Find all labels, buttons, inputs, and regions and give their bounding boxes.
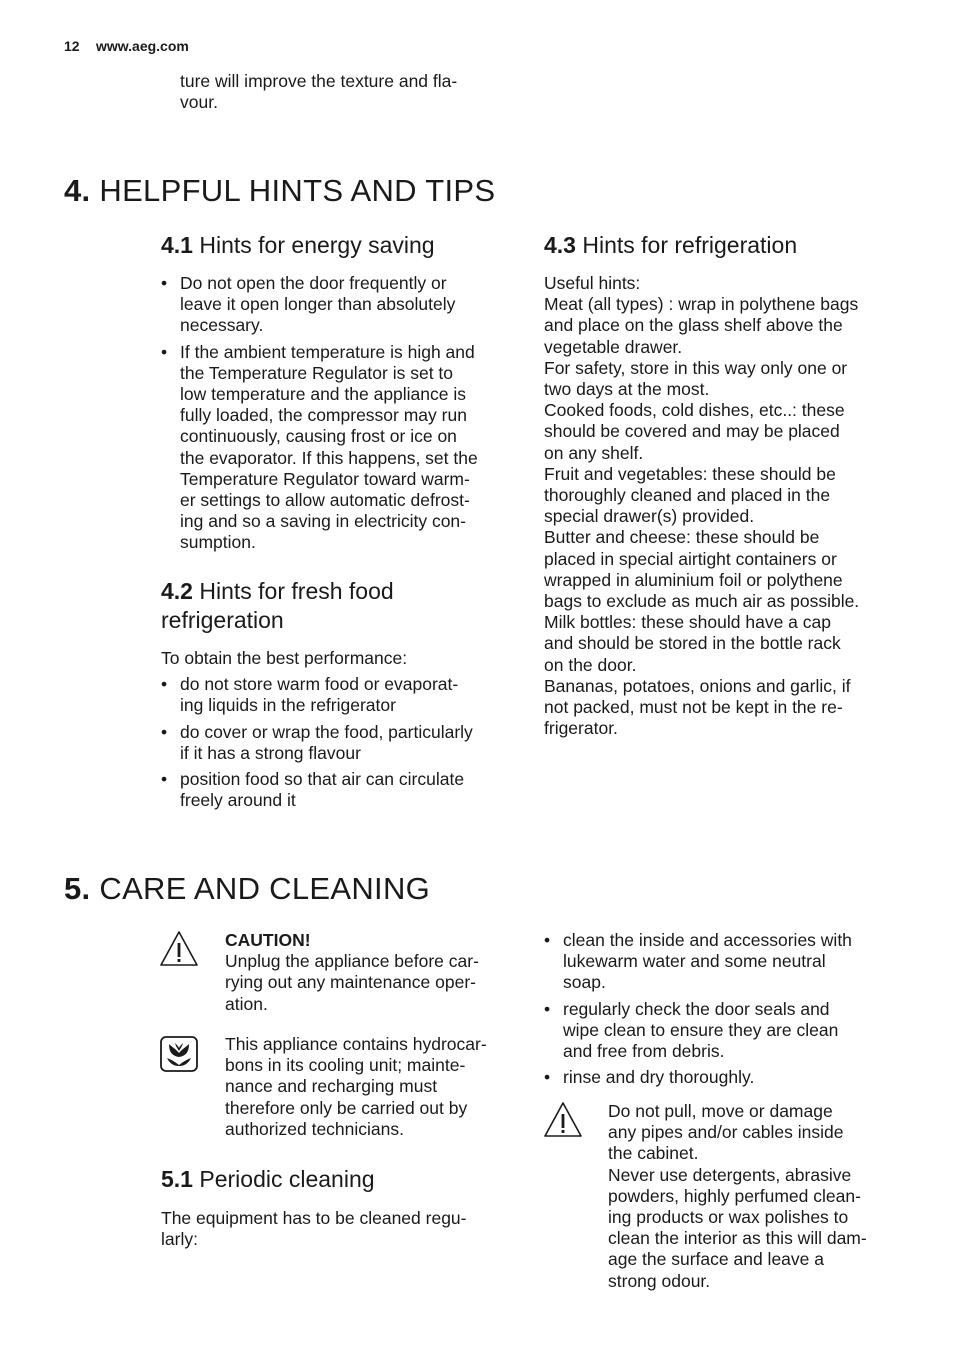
list-item: • rinse and dry thoroughly. xyxy=(544,1067,904,1088)
list-item: • Do not open the door frequently or leave it open longer than absolutely necessary. xyxy=(161,273,521,337)
text-line: Cooked foods, cold dishes, etc..: these xyxy=(544,400,845,421)
cleaning-steps-list xyxy=(544,930,904,1093)
text-line: should be covered and may be placed xyxy=(544,421,840,442)
text-line: special drawer(s) provided. xyxy=(544,506,755,527)
list-item: • do cover or wrap the food, particularly if it has a strong flavour xyxy=(161,722,521,764)
text-line: vegetable drawer. xyxy=(544,336,683,357)
intro-text: To obtain the best performance: xyxy=(161,648,408,668)
website-url: www.aeg.com xyxy=(96,38,189,54)
fresh-food-section xyxy=(161,648,521,816)
text-line: and place on the glass shelf above the xyxy=(544,315,843,336)
subsection-4-2-heading: 4.2 Hints for fresh food refrigeration xyxy=(161,578,394,633)
text-line: bags to exclude as much air as possible. xyxy=(544,591,860,612)
text-line: thoroughly cleaned and placed in the xyxy=(544,485,831,506)
text-line: For safety, store in this way only one or xyxy=(544,357,848,378)
text-line: placed in special airtight containers or xyxy=(544,548,837,569)
subsection-4-3-heading: 4.3 Hints for refrigeration xyxy=(544,232,798,258)
section-title: CARE AND CLEANING xyxy=(99,871,431,906)
warning-note: Do not pull, move or damage any pipes and/or cables inside the cabinet. Never use detergents, abrasive powders, highly perfumed clean- ing products or wax polishes to clean the interior as this will dam- age the surface and leave a strong odour. xyxy=(608,1101,867,1291)
caution-label: CAUTION! xyxy=(225,930,311,950)
section-4-heading xyxy=(64,173,495,209)
text-line: Meat (all types) : wrap in polythene bags xyxy=(544,294,859,315)
list-item: • do not store warm food or evaporat- ing liquids in the refrigerator xyxy=(161,674,521,716)
refrigeration-hints-text xyxy=(544,273,904,739)
caution-block: CAUTION! Unplug the appliance before car- rying out any maintenance oper- ation. xyxy=(225,930,525,1015)
text-line: Milk bottles: these should have a cap xyxy=(544,612,831,633)
section-number: 5. xyxy=(64,871,91,906)
warning-triangle-icon xyxy=(158,929,200,969)
list-item: • clean the inside and accessories with lukewarm water and some neutral soap. xyxy=(544,930,904,994)
section-number: 4. xyxy=(64,173,91,208)
list-item: • If the ambient temperature is high and the Temperature Regulator is set to low temperature and the appliance is fully loaded, the compressor may run continuously, causing frost or ice on the evaporator. If this happens, set the Temperature Regulator toward warm- er settings to allow automatic defrost- ing and so a saving in electricity con- sumption. xyxy=(161,342,521,554)
text-line: frigerator. xyxy=(544,718,618,739)
text-line: Butter and cheese: these should be xyxy=(544,527,820,548)
text-line: Fruit and vegetables: these should be xyxy=(544,463,836,484)
text-line: on any shelf. xyxy=(544,442,644,463)
text-line: not packed, must not be kept in the re- xyxy=(544,697,843,718)
text-line: Useful hints: xyxy=(544,273,641,293)
section-5-heading xyxy=(64,871,430,907)
list-item: • regularly check the door seals and wipe clean to ensure they are clean and free from debris. xyxy=(544,999,904,1063)
text-line: on the door. xyxy=(544,654,637,675)
subsection-5-1-heading: 5.1 Periodic cleaning xyxy=(161,1166,375,1192)
continuation-text: ture will improve the texture and fla- vour. xyxy=(180,71,458,113)
subsection-4-1-heading: 4.1 Hints for energy saving xyxy=(161,232,435,258)
environment-icon xyxy=(160,1036,198,1072)
section-title: HELPFUL HINTS AND TIPS xyxy=(99,173,496,208)
environment-note: This appliance contains hydrocar- bons in its cooling unit; mainte- nance and recharging must therefore only be carried out by authorized technicians. xyxy=(225,1034,487,1139)
text-line: and should be stored in the bottle rack xyxy=(544,633,841,654)
text-line: Bananas, potatoes, onions and garlic, if xyxy=(544,675,851,696)
page-number: 12 xyxy=(64,38,80,54)
text-line: wrapped in aluminium foil or polythene xyxy=(544,569,843,590)
list-item: • position food so that air can circulate freely around it xyxy=(161,769,521,811)
text-line: two days at the most. xyxy=(544,379,710,400)
warning-triangle-icon xyxy=(542,1100,584,1140)
periodic-cleaning-text: The equipment has to be cleaned regu- larly: xyxy=(161,1208,467,1250)
energy-saving-list xyxy=(161,273,521,559)
